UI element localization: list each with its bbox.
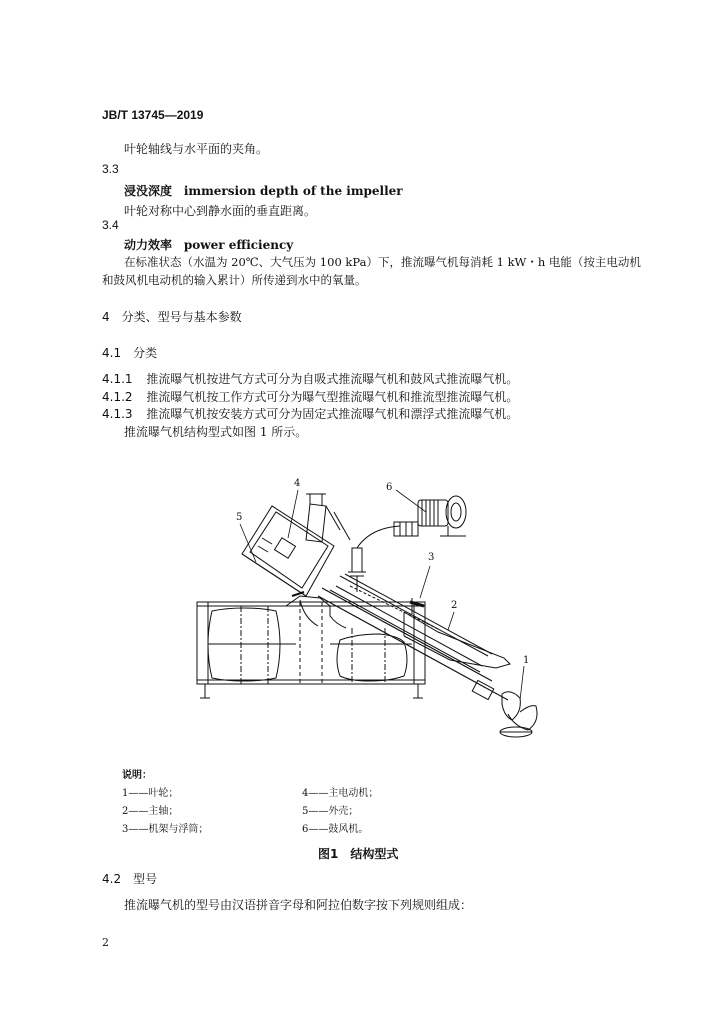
page-number: 2	[102, 936, 109, 949]
callout-5: 5	[236, 512, 243, 523]
blower	[394, 496, 466, 536]
clause-3-3-definition: 叶轮对称中心到静水面的垂直距离。	[124, 204, 317, 218]
clause-3-4-number: 3.4	[102, 218, 119, 232]
legend-item-4: 4——主电动机；	[302, 788, 379, 799]
figure-caption: 图1 结构型式	[318, 847, 399, 861]
clause-number: 4.1.3	[102, 407, 133, 421]
float-left	[208, 606, 296, 684]
callout-3: 3	[428, 552, 435, 563]
legend-title: 说明：	[122, 770, 152, 781]
legend-item-2: 2——主轴；	[122, 806, 179, 817]
clause-text: 推流曝气机按进气方式可分为自吸式推流曝气机和鼓风式推流曝气机。	[146, 372, 519, 386]
clause-3-4-definition-line1: 在标准状态（水温为 20℃、大气压为 100 kPa）下，推流曝气机每消耗 1 kW・h 电能（按主电动机	[124, 255, 641, 269]
clause-3-3-number: 3.3	[102, 162, 119, 176]
callout-6: 6	[386, 482, 393, 493]
term-en: power efficiency	[183, 238, 294, 252]
clause-number: 4.1.2	[102, 390, 133, 404]
standard-number: JB/T 13745—2019	[102, 108, 204, 122]
main-shaft	[318, 574, 492, 688]
structure-text: 推流曝气机结构型式如图 1 所示。	[124, 425, 308, 439]
clause-3-2-text: 叶轮轴线与水平面的夹角。	[124, 142, 269, 156]
callout-4: 4	[294, 478, 301, 489]
clause-text: 推流曝气机按安装方式可分为固定式推流曝气机和漂浮式推流曝气机。	[146, 407, 519, 421]
legend-item-1: 1——叶轮；	[122, 788, 179, 799]
section-4-heading: 4 分类、型号与基本参数	[102, 310, 242, 324]
section-4-2-heading: 4.2 型号	[102, 872, 158, 886]
clause-number: 4.1.1	[102, 372, 133, 386]
callout-leaders	[240, 490, 524, 700]
section-4-1-heading: 4.1 分类	[102, 346, 158, 360]
legend-item-5: 5——外壳；	[302, 806, 359, 817]
impeller	[472, 680, 537, 737]
float-right	[330, 628, 412, 684]
motor-housing	[242, 506, 334, 596]
term-zh: 浸没深度	[124, 184, 173, 198]
callout-1: 1	[523, 655, 530, 666]
air-coupling	[348, 526, 400, 592]
clause-text: 推流曝气机按工作方式可分为曝气型推流曝气机和推流型推流曝气机。	[146, 390, 519, 404]
legend-item-3: 3——机架与浮筒；	[122, 824, 209, 835]
legend-item-6: 6——鼓风机。	[302, 824, 369, 835]
support-bracket	[286, 592, 346, 628]
section-4-2-text: 推流曝气机的型号由汉语拼音字母和阿拉伯数字按下列规则组成：	[124, 898, 473, 912]
term-zh: 动力效率	[124, 238, 173, 252]
clause-3-4-definition-line2: 和鼓风机电动机的输入累计）所传递到水中的氧量。	[102, 273, 367, 287]
callout-2: 2	[451, 600, 458, 611]
main-motor	[306, 494, 350, 542]
term-en: immersion depth of the impeller	[183, 184, 403, 198]
